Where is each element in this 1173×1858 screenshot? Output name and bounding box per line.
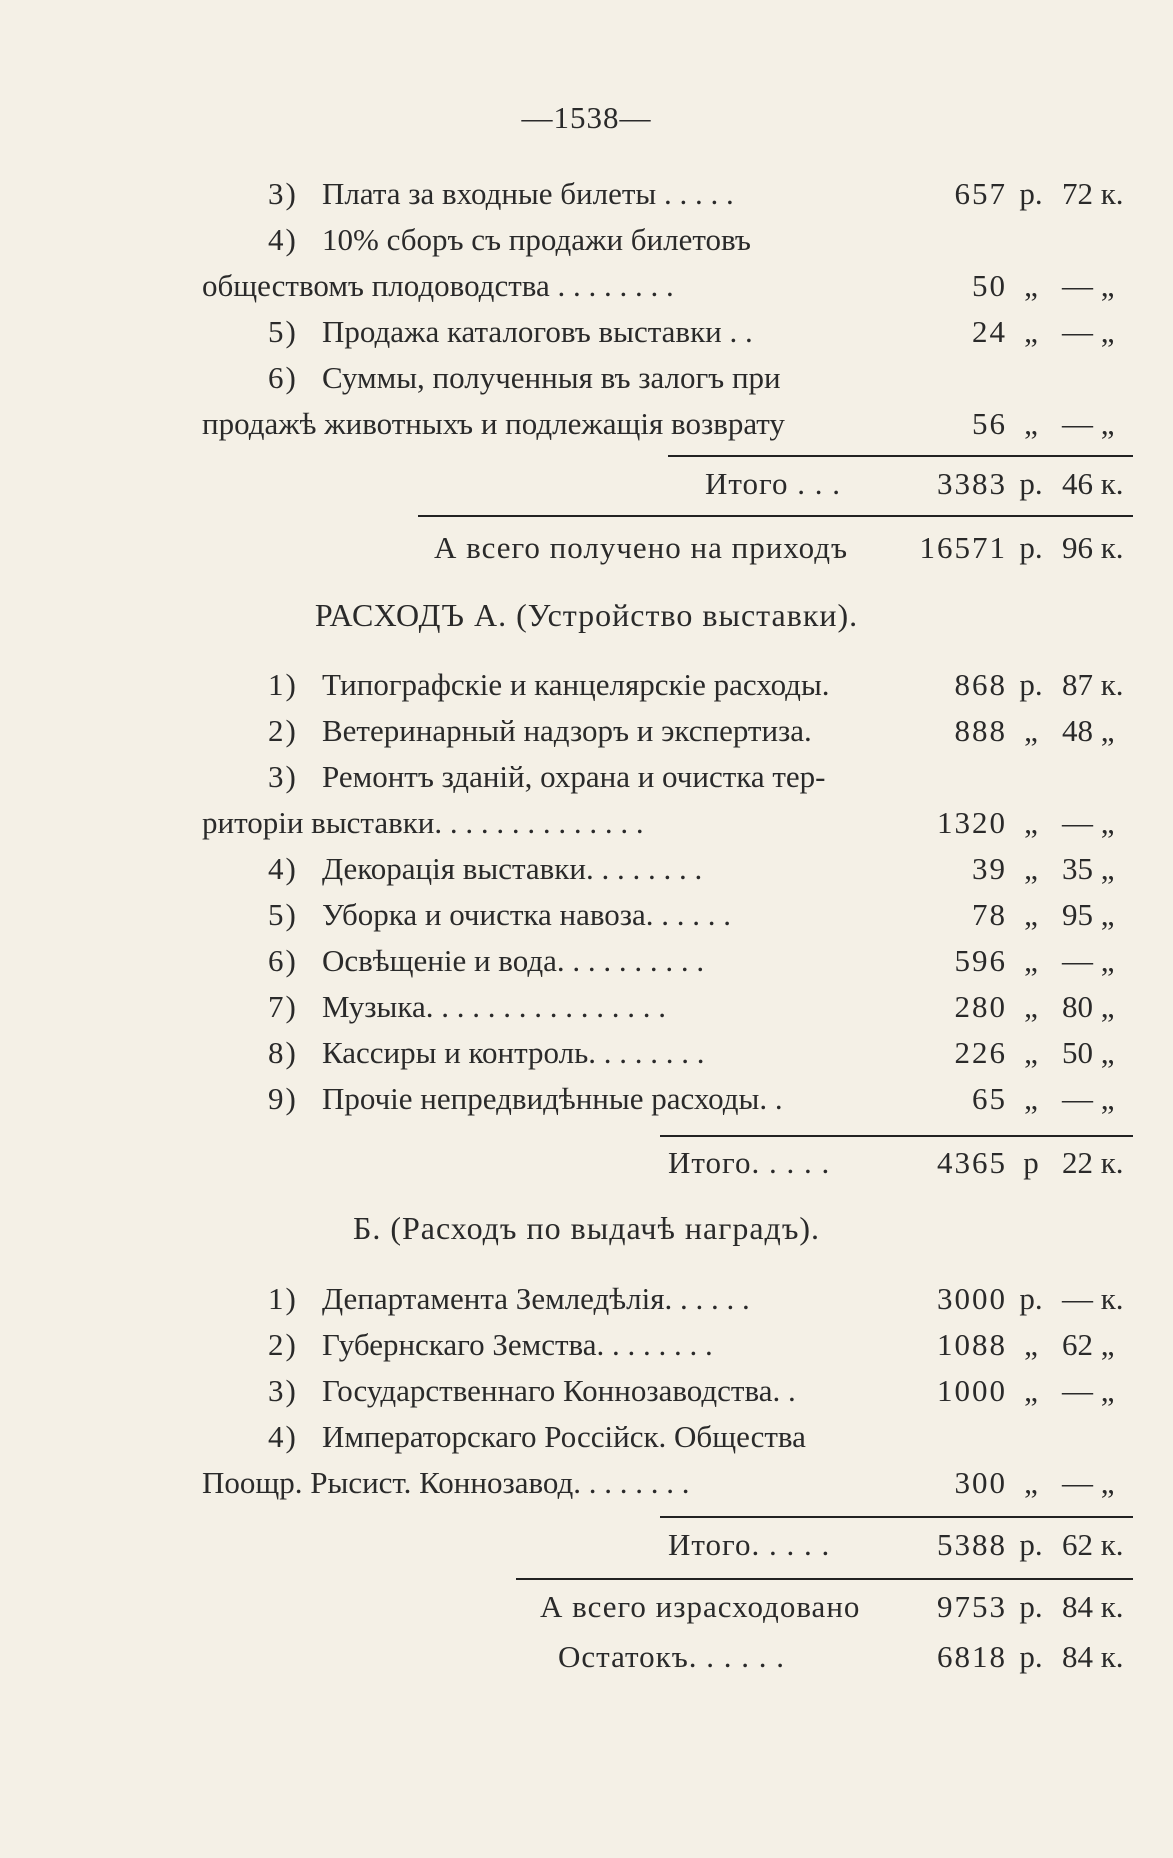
item-amount-rubles: 868 <box>954 667 1007 702</box>
grand-income-amount: 16571 <box>919 530 1007 565</box>
item-amount-rubles: 39 <box>972 851 1007 886</box>
item-number: 3) <box>268 176 298 211</box>
grand-income-total <box>0 526 1173 570</box>
item-kopecks: 95 „ <box>1062 897 1115 932</box>
item-description: обществомъ плодоводства . . . . . . . . <box>202 268 674 303</box>
item-description: Продажа каталоговъ выставки . . <box>322 314 753 349</box>
item-kopecks: 72 к. <box>1062 176 1124 211</box>
expense-b-item-3 <box>0 1369 1173 1413</box>
total-label: Итого. . . . . <box>668 1145 831 1180</box>
item-ruble-mark: „ <box>1024 1373 1038 1408</box>
expense-a-item-6 <box>0 939 1173 983</box>
item-description: Кассиры и контроль. . . . . . . . <box>322 1035 705 1070</box>
expense-a-item-9 <box>0 1077 1173 1121</box>
item-amount-rubles: 280 <box>954 989 1007 1024</box>
item-number: 9) <box>268 1081 298 1116</box>
item-ruble-mark: „ <box>1024 1465 1038 1500</box>
expense-a-total <box>0 1141 1173 1185</box>
item-amount-rubles: 1000 <box>937 1373 1007 1408</box>
item-description: Плата за входные билеты . . . . . <box>322 176 734 211</box>
grand-expense-total <box>0 1585 1173 1629</box>
expense-b-item-4-line1 <box>0 1415 1173 1459</box>
item-amount-rubles: 78 <box>972 897 1007 932</box>
item-description: Ветеринарный надзоръ и экспертиза. <box>322 713 812 748</box>
item-kopecks: — „ <box>1062 268 1115 303</box>
item-number: 1) <box>268 667 298 702</box>
item-kopecks: 80 „ <box>1062 989 1115 1024</box>
item-description: Императорскаго Россійск. Общества <box>322 1419 806 1454</box>
grand-expense-amount: 9753 <box>937 1589 1007 1624</box>
grand-income-kopecks: 96 к. <box>1062 530 1124 565</box>
item-kopecks: 62 „ <box>1062 1327 1115 1362</box>
item-number: 3) <box>268 1373 298 1408</box>
item-ruble-mark: р. <box>1019 1281 1043 1316</box>
expense-b-item-4-line2 <box>0 1461 1173 1505</box>
item-number: 1) <box>268 1281 298 1316</box>
balance-ruble-mark: р. <box>1019 1639 1043 1674</box>
subtotal-rule <box>660 1135 1133 1137</box>
item-kopecks: — к. <box>1062 1281 1124 1316</box>
item-ruble-mark: „ <box>1024 851 1038 886</box>
item-kopecks: 50 „ <box>1062 1035 1115 1070</box>
item-number: 5) <box>268 314 298 349</box>
income-item-5 <box>0 310 1173 354</box>
item-ruble-mark: р. <box>1019 667 1043 702</box>
item-ruble-mark: „ <box>1024 268 1038 303</box>
expense-a-item-3-line2 <box>0 801 1173 845</box>
income-item-3 <box>0 172 1173 216</box>
income-item-4-line2 <box>0 264 1173 308</box>
item-number: 6) <box>268 943 298 978</box>
item-description: Типографскіе и канцелярскіе расходы. <box>322 667 830 702</box>
item-description: Уборка и очистка навоза. . . . . . <box>322 897 732 932</box>
expense-a-item-2 <box>0 709 1173 753</box>
item-description: Музыка. . . . . . . . . . . . . . . . <box>322 989 666 1024</box>
expense-a-item-7 <box>0 985 1173 1029</box>
expense-a-item-1 <box>0 663 1173 707</box>
item-description: Ремонтъ зданій, охрана и очистка тер- <box>322 759 826 794</box>
item-description: Суммы, полученныя въ залогъ при <box>322 360 781 395</box>
item-description: Поощр. Рысист. Коннозавод. . . . . . . . <box>202 1465 690 1500</box>
total-ruble-mark: р. <box>1019 1527 1043 1562</box>
item-amount-rubles: 226 <box>954 1035 1007 1070</box>
item-kopecks: 87 к. <box>1062 667 1124 702</box>
item-amount-rubles: 657 <box>954 176 1007 211</box>
item-ruble-mark: „ <box>1024 1035 1038 1070</box>
expense-a-item-3-line1 <box>0 755 1173 799</box>
total-kopecks: 62 к. <box>1062 1527 1124 1562</box>
item-amount-rubles: 888 <box>954 713 1007 748</box>
item-amount-rubles: 1320 <box>937 805 1007 840</box>
expense-b-item-1 <box>0 1277 1173 1321</box>
item-description: Департамента Земледѣлія. . . . . . <box>322 1281 750 1316</box>
grand-income-rule <box>418 515 1133 517</box>
item-amount-rubles: 300 <box>954 1465 1007 1500</box>
item-ruble-mark: „ <box>1024 713 1038 748</box>
total-amount-rubles: 3383 <box>937 466 1007 501</box>
item-amount-rubles: 3000 <box>937 1281 1007 1316</box>
item-number: 4) <box>268 222 298 257</box>
item-description: 10% сборъ съ продажи билетовъ <box>322 222 751 257</box>
total-amount-rubles: 4365 <box>937 1145 1007 1180</box>
item-ruble-mark: „ <box>1024 1327 1038 1362</box>
item-amount-rubles: 1088 <box>937 1327 1007 1362</box>
item-kopecks: — „ <box>1062 314 1115 349</box>
expense-a-heading: РАСХОДЪ А. (Устройство выставки). <box>314 597 859 633</box>
grand-expense-kopecks: 84 к. <box>1062 1589 1124 1624</box>
item-amount-rubles: 50 <box>972 268 1007 303</box>
item-kopecks: 48 „ <box>1062 713 1115 748</box>
item-kopecks: 35 „ <box>1062 851 1115 886</box>
grand-expense-rule <box>516 1578 1133 1580</box>
item-ruble-mark: „ <box>1024 989 1038 1024</box>
item-kopecks: — „ <box>1062 1081 1115 1116</box>
balance-row <box>0 1635 1173 1679</box>
subtotal-rule <box>660 1516 1133 1518</box>
item-number: 8) <box>268 1035 298 1070</box>
item-kopecks: — „ <box>1062 943 1115 978</box>
item-number: 3) <box>268 759 298 794</box>
total-label: Итого. . . . . <box>668 1527 831 1562</box>
item-amount-rubles: 56 <box>972 406 1007 441</box>
income-total <box>0 462 1173 506</box>
income-item-6-line2 <box>0 402 1173 446</box>
item-amount-rubles: 65 <box>972 1081 1007 1116</box>
balance-label: Остатокъ. . . . . . <box>558 1639 786 1674</box>
grand-expense-label: А всего израсходовано <box>540 1589 861 1624</box>
item-description: продажѣ животныхъ и подлежащія возврату <box>202 406 785 441</box>
item-kopecks: — „ <box>1062 1373 1115 1408</box>
total-ruble-mark: р. <box>1019 466 1043 501</box>
item-number: 5) <box>268 897 298 932</box>
item-number: 7) <box>268 989 298 1024</box>
total-kopecks: 46 к. <box>1062 466 1124 501</box>
item-amount-rubles: 24 <box>972 314 1007 349</box>
page-number: —1538— <box>521 100 652 135</box>
item-kopecks: — „ <box>1062 1465 1115 1500</box>
item-amount-rubles: 596 <box>954 943 1007 978</box>
item-ruble-mark: р. <box>1019 176 1043 211</box>
subtotal-rule <box>668 455 1133 457</box>
grand-expense-ruble-mark: р. <box>1019 1589 1043 1624</box>
item-description: Губернскаго Земства. . . . . . . . <box>322 1327 713 1362</box>
total-amount-rubles: 5388 <box>937 1527 1007 1562</box>
item-ruble-mark: „ <box>1024 314 1038 349</box>
expense-a-item-4 <box>0 847 1173 891</box>
income-item-4-line1 <box>0 218 1173 262</box>
total-label: Итого . . . <box>705 466 841 501</box>
item-number: 6) <box>268 360 298 395</box>
item-ruble-mark: „ <box>1024 943 1038 978</box>
balance-kopecks: 84 к. <box>1062 1639 1124 1674</box>
expense-b-heading: Б. (Расходъ по выдачѣ наградъ). <box>352 1210 821 1246</box>
expense-b-item-2 <box>0 1323 1173 1367</box>
item-description: риторіи выставки. . . . . . . . . . . . . . <box>202 805 644 840</box>
item-description: Декорація выставки. . . . . . . . <box>322 851 703 886</box>
item-description: Государственнаго Коннозаводства. . <box>322 1373 796 1408</box>
expense-a-item-5 <box>0 893 1173 937</box>
total-ruble-mark: р <box>1023 1145 1039 1180</box>
expense-a-item-8 <box>0 1031 1173 1075</box>
item-ruble-mark: „ <box>1024 1081 1038 1116</box>
item-description: Освѣщеніе и вода. . . . . . . . . . <box>322 943 705 978</box>
balance-amount: 6818 <box>937 1639 1007 1674</box>
grand-income-ruble-mark: р. <box>1019 530 1043 565</box>
item-description: Прочіе непредвидѣнные расходы. . <box>322 1081 783 1116</box>
item-kopecks: — „ <box>1062 805 1115 840</box>
item-number: 4) <box>268 851 298 886</box>
item-number: 2) <box>268 713 298 748</box>
item-ruble-mark: „ <box>1024 406 1038 441</box>
expense-b-total <box>0 1523 1173 1567</box>
item-number: 4) <box>268 1419 298 1454</box>
item-kopecks: — „ <box>1062 406 1115 441</box>
item-ruble-mark: „ <box>1024 897 1038 932</box>
total-kopecks: 22 к. <box>1062 1145 1124 1180</box>
income-item-6-line1 <box>0 356 1173 400</box>
grand-income-label: А всего получено на приходъ <box>434 530 849 565</box>
item-ruble-mark: „ <box>1024 805 1038 840</box>
item-number: 2) <box>268 1327 298 1362</box>
